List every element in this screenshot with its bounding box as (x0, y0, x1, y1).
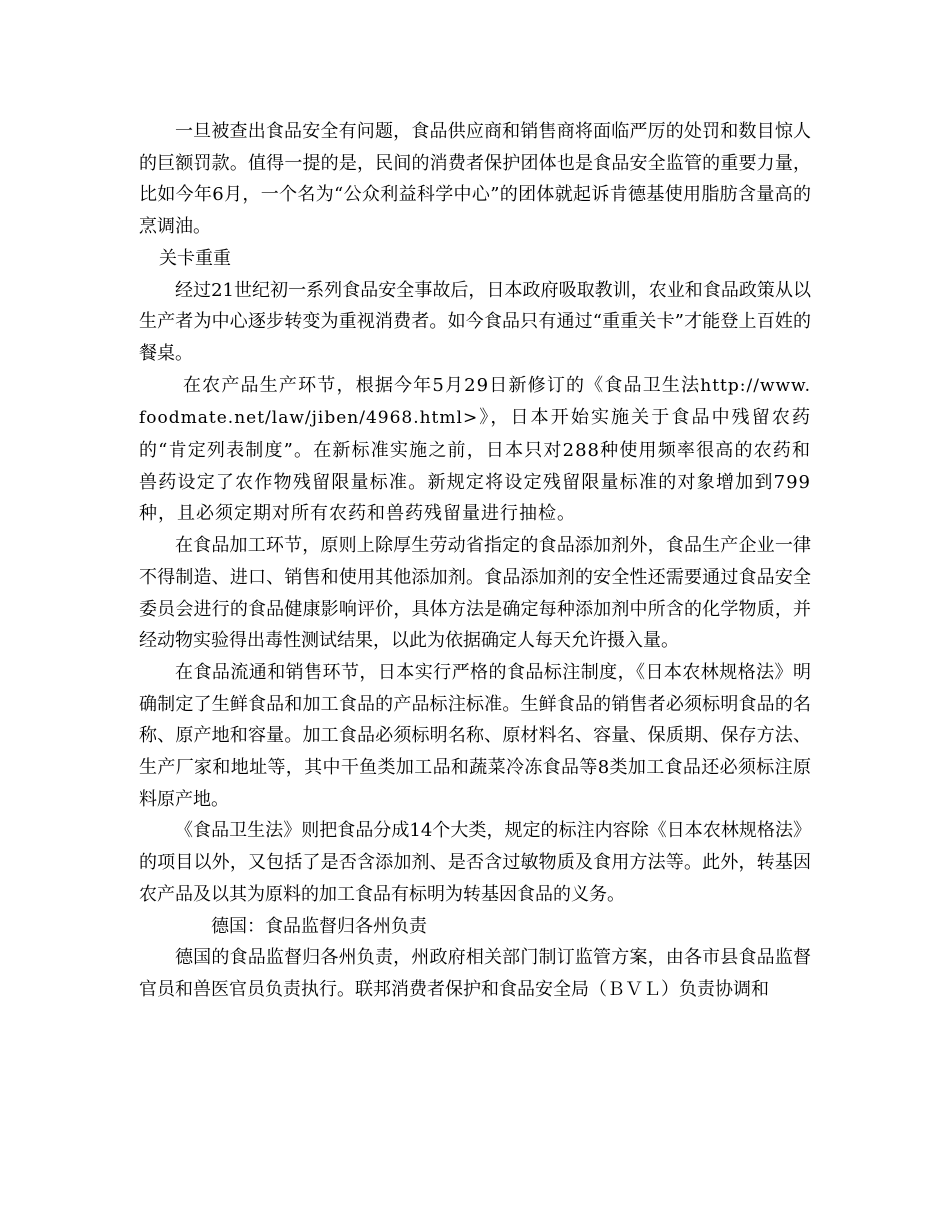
paragraph-production-text-after: 》，日本开始实施关于食品中残留农药的“肯定列表制度”。在新标准实施之前，日本只对288种使用频率很高的农药和兽药设定了农作物残留限量标准。新规定将设定残留限量标准的对象增加到799种，且必须定期对所有农药和兽药残留量进行抽检。 (139, 407, 811, 525)
paragraph-food-hygiene-law: 《食品卫生法》则把食品分成14个大类，规定的标注内容除《日本农林规格法》的项目以外，又包括了是否含添加剂、是否含过敏物质及食用方法等。此外，转基因农产品及以其为原料的加工食品有标明为转基因食品的义务。 (139, 820, 811, 905)
paragraph-production-stage (139, 370, 811, 531)
paragraph-processing-stage: 在食品加工环节，原则上除厚生劳动省指定的食品添加剂外，食品生产企业一律不得制造、进口、销售和使用其他添加剂。食品添加剂的安全性还需要通过食品安全委员会进行的食品健康影响评价，具体方法是确定每种添加剂中所含的化学物质，并经动物实验得出毒性测试结果，以此为依据确定人每天允许摄入量。 (139, 535, 811, 652)
section-heading-checkpoints: 关卡重重 (159, 247, 231, 269)
paragraph-germany-supervision: 德国的食品监督归各州负责，州政府相关部门制订监管方案，由各市县食品监督官员和兽医官员负责执行。联邦消费者保护和食品安全局（ＢＶＬ）负责协调和 (139, 947, 811, 1000)
paragraph-production-text-before: 在农产品生产环节，根据今年5月29日新修订的《食品卫生法 (183, 374, 701, 396)
paragraph-japan-policy: 经过21世纪初一系列食品安全事故后，日本政府吸取教训，农业和食品政策从以生产者为中心逐步转变为重视消费者。如今食品只有通过“重重关卡”才能登上百姓的餐桌。 (139, 279, 811, 364)
section-heading-germany: 德国：食品监督归各州负责 (211, 915, 427, 937)
law-url-link[interactable]: http://www.foodmate.net/law/jiben/4968.html> (139, 375, 811, 429)
document-body (139, 116, 811, 1006)
paragraph-distribution-stage: 在食品流通和销售环节，日本实行严格的食品标注制度，《日本农林规格法》明确制定了生鲜食品和加工食品的产品标注标准。生鲜食品的销售者必须标明食品的名称、原产地和容量。加工食品必须标明名称、原材料名、容量、保质期、保存方法、生产厂家和地址等，其中干鱼类加工品和蔬菜冷冻食品等8类加工食品还必须标注原料原产地。 (139, 661, 811, 810)
paragraph-penalties: 一旦被查出食品安全有问题，食品供应商和销售商将面临严厉的处罚和数目惊人的巨额罚款。值得一提的是，民间的消费者保护团体也是食品安全监管的重要力量，比如今年6月，一个名为“公众利益科学中心”的团体就起诉肯德基使用脂肪含量高的烹调油。 (139, 121, 811, 238)
